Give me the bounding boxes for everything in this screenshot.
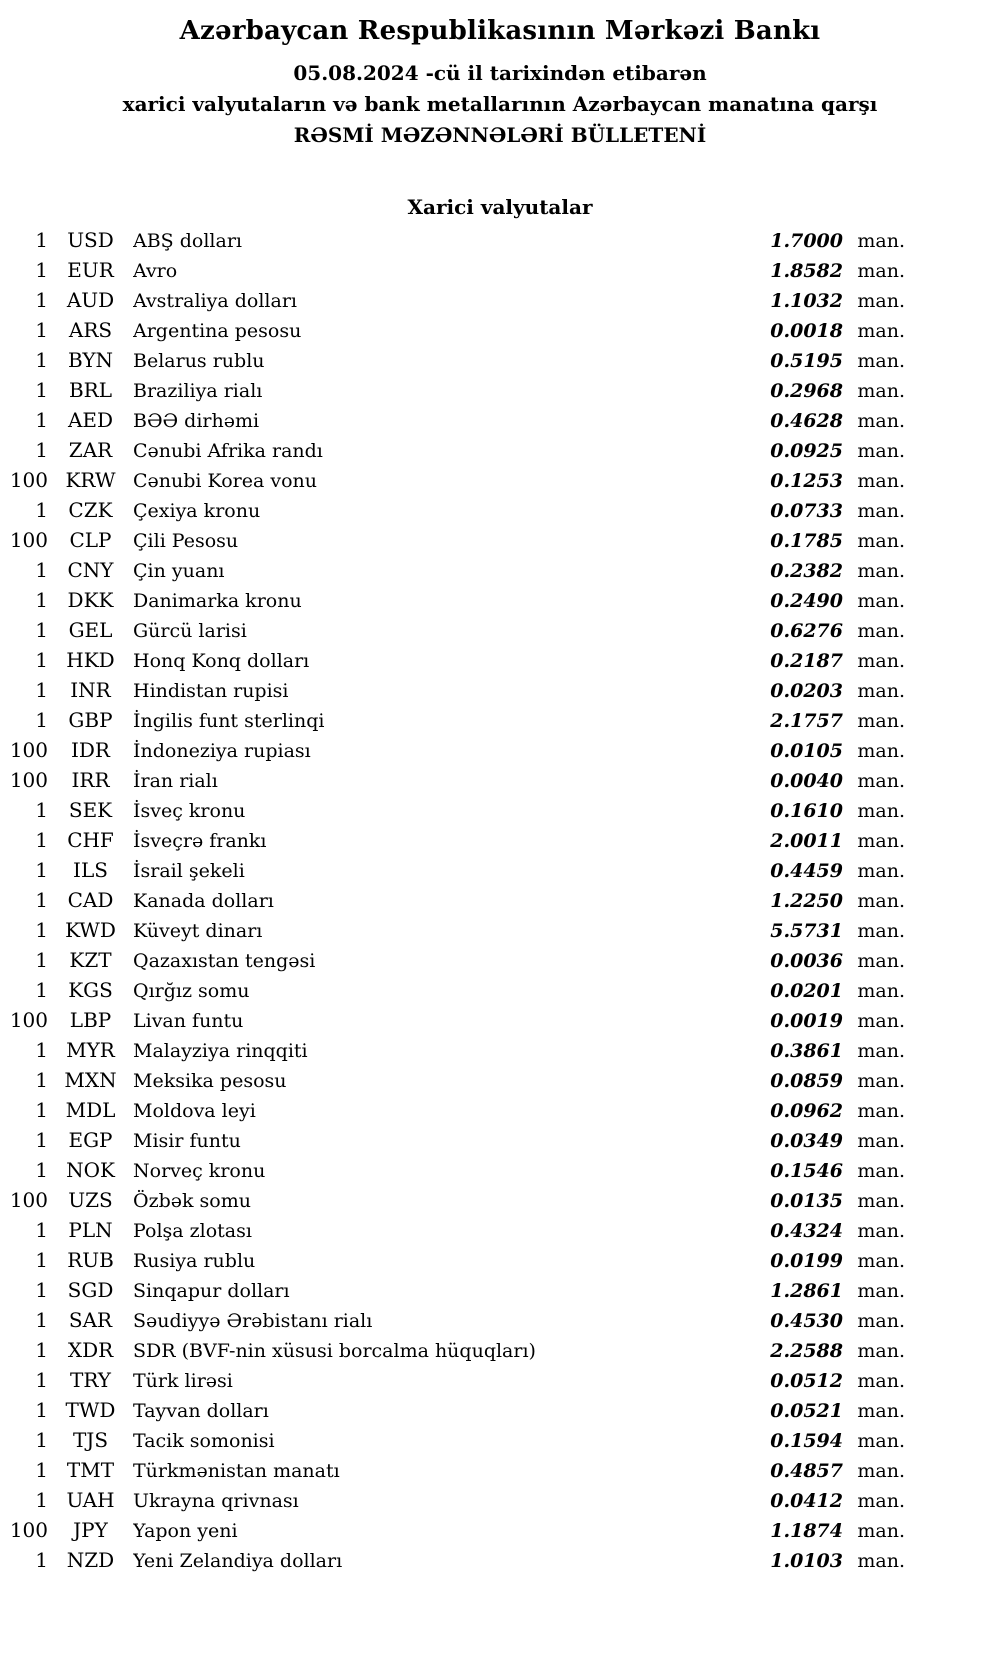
currency-rate: 0.0135: [770, 1190, 843, 1212]
currency-rate: 0.0925: [770, 440, 843, 462]
currency-name: Sinqapur dolları: [133, 1280, 290, 1302]
currency-name: Çexiya kronu: [133, 500, 261, 522]
currency-name: İndoneziya rupiası: [133, 740, 311, 762]
currency-rate: 1.8582: [770, 260, 843, 282]
currency-qty: 100: [9, 468, 48, 492]
currency-code: CAD: [67, 888, 114, 912]
currency-rate: 0.2490: [770, 590, 843, 612]
currency-rate: 0.2968: [770, 380, 843, 402]
currency-rate: 1.1874: [770, 1520, 843, 1542]
currency-name: İsveçrə frankı: [133, 830, 267, 852]
currency-name: Çin yuanı: [133, 560, 225, 582]
currency-qty: 1: [35, 618, 48, 642]
currency-rate: 1.0103: [770, 1550, 843, 1572]
currency-name: Yeni Zelandiya dolları: [133, 1550, 343, 1572]
currency-code: ARS: [68, 318, 113, 342]
currency-qty: 1: [35, 348, 48, 372]
currency-unit-label: man.: [857, 380, 905, 402]
currency-name: Cənubi Afrika randı: [133, 440, 323, 462]
currency-name: BƏƏ dirhəmi: [133, 410, 260, 432]
currency-name: Ukrayna qrivnası: [133, 1490, 299, 1512]
currency-name: Yapon yeni: [133, 1520, 238, 1542]
currency-unit-label: man.: [857, 830, 905, 852]
currency-qty: 1: [35, 1098, 48, 1122]
currency-unit-label: man.: [857, 1220, 905, 1242]
currency-name: İran rialı: [133, 770, 218, 792]
currency-code: CHF: [67, 828, 114, 852]
currency-row: [8, 1305, 905, 1335]
currency-code: CNY: [67, 558, 114, 582]
currency-rate: 0.1594: [770, 1430, 843, 1452]
currency-unit-label: man.: [857, 920, 905, 942]
currency-code: LBP: [69, 1008, 112, 1032]
currency-rate: 0.1253: [770, 470, 843, 492]
currency-qty: 1: [35, 708, 48, 732]
currency-unit-label: man.: [857, 890, 905, 912]
currency-code: USD: [67, 228, 114, 252]
currency-qty: 1: [35, 1488, 48, 1512]
currency-qty: 1: [35, 1128, 48, 1152]
currency-qty: 100: [9, 528, 48, 552]
currency-unit-label: man.: [857, 500, 905, 522]
currency-qty: 100: [9, 768, 48, 792]
currency-row: [8, 1485, 905, 1515]
currency-qty: 1: [35, 1278, 48, 1302]
currency-row: [8, 1215, 905, 1245]
currency-row: [8, 615, 905, 645]
currency-row: [8, 1455, 905, 1485]
bulletin-title: RƏSMİ MƏZƏNNƏLƏRİ BÜLLETENİ: [293, 123, 707, 147]
currency-qty: 1: [35, 378, 48, 402]
currency-name: Misir funtu: [133, 1130, 241, 1152]
currency-rate: 0.0412: [770, 1490, 843, 1512]
currency-row: [8, 465, 905, 495]
currency-row: [8, 285, 905, 315]
currency-rate: 0.1785: [770, 530, 843, 552]
currency-row: [8, 255, 905, 285]
currency-code: BYN: [67, 348, 114, 372]
currency-unit-label: man.: [857, 650, 905, 672]
currency-unit-label: man.: [857, 1100, 905, 1122]
currency-code: EUR: [67, 258, 114, 282]
currency-rate: 0.0019: [770, 1010, 843, 1032]
currency-row: [8, 705, 905, 735]
currency-unit-label: man.: [857, 1400, 905, 1422]
currency-rate: 0.0349: [770, 1130, 843, 1152]
currency-rate: 0.6276: [770, 620, 843, 642]
currency-name: Moldova leyi: [133, 1100, 256, 1122]
currency-qty: 1: [35, 1308, 48, 1332]
currency-qty: 1: [35, 288, 48, 312]
currency-name: Çili Pesosu: [133, 530, 239, 552]
currency-row: [8, 585, 905, 615]
currency-row: [8, 225, 905, 255]
currency-unit-label: man.: [857, 980, 905, 1002]
currency-row: [8, 1275, 905, 1305]
currency-row: [8, 945, 905, 975]
currency-unit-label: man.: [857, 1040, 905, 1062]
currency-unit-label: man.: [857, 350, 905, 372]
currency-unit-label: man.: [857, 1070, 905, 1092]
currency-rate: 0.5195: [770, 350, 843, 372]
currency-name: ABŞ dolları: [133, 230, 242, 252]
currency-row: [8, 1095, 905, 1125]
currency-code: NOK: [66, 1158, 115, 1182]
currency-rate: 2.2588: [770, 1340, 843, 1362]
currency-qty: 1: [35, 1218, 48, 1242]
currency-name: Braziliya rialı: [133, 380, 263, 402]
currency-name: Belarus rublu: [133, 350, 265, 372]
currency-rate: 0.4324: [770, 1220, 843, 1242]
currency-code: AED: [67, 408, 114, 432]
currency-code: SAR: [68, 1308, 113, 1332]
currency-qty: 1: [35, 558, 48, 582]
currency-rate: 0.4628: [770, 410, 843, 432]
currency-unit-label: man.: [857, 530, 905, 552]
currency-code: ZAR: [68, 438, 113, 462]
currency-qty: 1: [35, 1398, 48, 1422]
currency-name: İngilis funt sterlinqi: [133, 710, 325, 732]
effective-date-line: 05.08.2024 -cü il tarixindən etibarən: [293, 61, 707, 85]
currency-qty: 1: [35, 318, 48, 342]
currency-code: EGP: [68, 1128, 113, 1152]
currency-code: AUD: [66, 288, 115, 312]
currency-rate: 0.0512: [770, 1370, 843, 1392]
currency-qty: 1: [35, 1038, 48, 1062]
currency-code: TMT: [66, 1458, 115, 1482]
currency-qty: 1: [35, 888, 48, 912]
currency-row: [8, 1545, 905, 1575]
currency-unit-label: man.: [857, 800, 905, 822]
currency-name: SDR (BVF-nin xüsusi borcalma hüquqları): [133, 1340, 536, 1362]
currency-rate: 0.0201: [770, 980, 843, 1002]
currency-code: TJS: [72, 1428, 109, 1452]
currency-row: [8, 525, 905, 555]
currency-name: Malayziya rinqqiti: [133, 1040, 308, 1062]
currency-code: ILS: [73, 858, 108, 882]
currency-name: Gürcü larisi: [133, 620, 247, 642]
currency-name: Avstraliya dolları: [133, 290, 297, 312]
currency-table: [8, 225, 905, 1575]
currency-rate: 0.0036: [770, 950, 843, 972]
currency-rate: 0.0859: [770, 1070, 843, 1092]
currency-unit-label: man.: [857, 560, 905, 582]
currency-name: Türkmənistan manatı: [133, 1460, 340, 1482]
currency-row: [8, 735, 905, 765]
currency-row: [8, 1185, 905, 1215]
currency-code: TRY: [70, 1368, 111, 1392]
currency-name: Qazaxıstan tengəsi: [133, 950, 316, 972]
currency-code: KWD: [65, 918, 116, 942]
currency-row: [8, 885, 905, 915]
currency-unit-label: man.: [857, 290, 905, 312]
currency-row: [8, 1365, 905, 1395]
currency-qty: 1: [35, 858, 48, 882]
currency-code: CZK: [68, 498, 113, 522]
currency-unit-label: man.: [857, 950, 905, 972]
currency-name: Meksika pesosu: [133, 1070, 287, 1092]
currency-unit-label: man.: [857, 1310, 905, 1332]
currency-name: Küveyt dinarı: [133, 920, 263, 942]
currency-code: IDR: [71, 738, 110, 762]
currency-rate: 0.0199: [770, 1250, 843, 1272]
currency-qty: 100: [9, 738, 48, 762]
currency-unit-label: man.: [857, 1160, 905, 1182]
currency-rate: 0.0733: [770, 500, 843, 522]
currency-unit-label: man.: [857, 590, 905, 612]
currency-qty: 100: [9, 1188, 48, 1212]
currency-unit-label: man.: [857, 1460, 905, 1482]
currency-name: Argentina pesosu: [133, 320, 302, 342]
currency-qty: 1: [35, 678, 48, 702]
currency-qty: 1: [35, 258, 48, 282]
currency-unit-label: man.: [857, 1250, 905, 1272]
currency-rate: 1.2861: [770, 1280, 843, 1302]
currency-unit-label: man.: [857, 1190, 905, 1212]
currency-unit-label: man.: [857, 1370, 905, 1392]
currency-unit-label: man.: [857, 1520, 905, 1542]
currency-rate: 0.0521: [770, 1400, 843, 1422]
currency-qty: 1: [35, 1548, 48, 1572]
currency-code: UAH: [66, 1488, 115, 1512]
currency-unit-label: man.: [857, 410, 905, 432]
currency-rate: 2.1757: [770, 710, 843, 732]
currency-code: PLN: [68, 1218, 113, 1242]
currency-rate: 1.7000: [770, 230, 843, 252]
currency-unit-label: man.: [857, 1340, 905, 1362]
currency-unit-label: man.: [857, 680, 905, 702]
currency-row: [8, 1155, 905, 1185]
currency-code: JPY: [73, 1518, 108, 1542]
currency-qty: 1: [35, 648, 48, 672]
currency-rate: 5.5731: [770, 920, 843, 942]
currency-rate: 0.3861: [770, 1040, 843, 1062]
currency-code: BRL: [68, 378, 113, 402]
currency-rate: 0.4857: [770, 1460, 843, 1482]
currency-qty: 1: [35, 588, 48, 612]
currency-rate: 0.0203: [770, 680, 843, 702]
currency-row: [8, 915, 905, 945]
currency-rate: 2.0011: [770, 830, 843, 852]
currency-qty: 1: [35, 228, 48, 252]
currency-row: [8, 405, 905, 435]
currency-row: [8, 795, 905, 825]
currency-code: SEK: [68, 798, 113, 822]
currency-qty: 1: [35, 918, 48, 942]
currency-row: [8, 645, 905, 675]
currency-rate: 0.1546: [770, 1160, 843, 1182]
currency-unit-label: man.: [857, 1550, 905, 1572]
currency-qty: 100: [9, 1518, 48, 1542]
currency-name: Danimarka kronu: [133, 590, 302, 612]
currency-rate: 0.2187: [770, 650, 843, 672]
currency-name: Norveç kronu: [133, 1160, 266, 1182]
currency-name: Qırğız somu: [133, 980, 250, 1002]
currency-rate: 0.0962: [770, 1100, 843, 1122]
currency-qty: 1: [35, 948, 48, 972]
currency-name: Livan funtu: [133, 1010, 244, 1032]
currency-row: [8, 435, 905, 465]
currency-rate: 0.0018: [770, 320, 843, 342]
currency-qty: 1: [35, 1428, 48, 1452]
currency-unit-label: man.: [857, 1280, 905, 1302]
currency-rate: 1.2250: [770, 890, 843, 912]
currency-code: INR: [70, 678, 111, 702]
currency-rate: 0.2382: [770, 560, 843, 582]
currency-code: MXN: [64, 1068, 117, 1092]
currency-unit-label: man.: [857, 1490, 905, 1512]
section-title-foreign-currencies: Xarici valyutalar: [407, 195, 593, 219]
currency-code: NZD: [66, 1548, 115, 1572]
currency-row: [8, 315, 905, 345]
currency-row: [8, 855, 905, 885]
currency-code: CLP: [69, 528, 112, 552]
currency-qty: 1: [35, 1368, 48, 1392]
currency-unit-label: man.: [857, 1430, 905, 1452]
currency-name: Cənubi Korea vonu: [133, 470, 317, 492]
currency-code: MYR: [66, 1038, 115, 1062]
currency-row: [8, 345, 905, 375]
currency-code: XDR: [67, 1338, 114, 1362]
currency-name: Tayvan dolları: [133, 1400, 269, 1422]
currency-code: RUB: [67, 1248, 114, 1272]
currency-name: Tacik somonisi: [133, 1430, 275, 1452]
currency-unit-label: man.: [857, 770, 905, 792]
currency-qty: 100: [9, 1008, 48, 1032]
currency-name: Rusiya rublu: [133, 1250, 256, 1272]
currency-name: Özbək somu: [133, 1190, 251, 1212]
currency-row: [8, 1245, 905, 1275]
currency-code: IRR: [71, 768, 110, 792]
currency-qty: 1: [35, 1068, 48, 1092]
currency-row: [8, 1065, 905, 1095]
currency-qty: 1: [35, 798, 48, 822]
currency-unit-label: man.: [857, 710, 905, 732]
currency-qty: 1: [35, 1338, 48, 1362]
currency-name: Polşa zlotası: [133, 1220, 252, 1242]
currency-unit-label: man.: [857, 860, 905, 882]
currency-code: KGS: [68, 978, 113, 1002]
currency-name: Hindistan rupisi: [133, 680, 289, 702]
currency-row: [8, 1005, 905, 1035]
currency-code: UZS: [68, 1188, 113, 1212]
currency-code: GBP: [68, 708, 113, 732]
currency-row: [8, 1515, 905, 1545]
currency-row: [8, 495, 905, 525]
currency-name: İsrail şekeli: [133, 860, 245, 882]
currency-row: [8, 825, 905, 855]
currency-code: SGD: [67, 1278, 114, 1302]
currency-code: KZT: [69, 948, 112, 972]
currency-code: DKK: [67, 588, 114, 612]
currency-unit-label: man.: [857, 230, 905, 252]
currency-unit-label: man.: [857, 440, 905, 462]
currency-name: Səudiyyə Ərəbistanı rialı: [133, 1310, 373, 1332]
currency-row: [8, 1035, 905, 1065]
currency-code: TWD: [65, 1398, 116, 1422]
currency-rate: 0.0105: [770, 740, 843, 762]
currency-qty: 1: [35, 1248, 48, 1272]
currency-code: GEL: [68, 618, 113, 642]
currency-row: [8, 975, 905, 1005]
currency-unit-label: man.: [857, 260, 905, 282]
currency-name: Honq Konq dolları: [133, 650, 310, 672]
currency-unit-label: man.: [857, 740, 905, 762]
currency-unit-label: man.: [857, 620, 905, 642]
currency-rate: 0.0040: [770, 770, 843, 792]
currency-row: [8, 1335, 905, 1365]
currency-row: [8, 1395, 905, 1425]
currency-row: [8, 555, 905, 585]
currency-row: [8, 375, 905, 405]
currency-row: [8, 675, 905, 705]
currency-qty: 1: [35, 828, 48, 852]
currency-rate: 0.1610: [770, 800, 843, 822]
currency-unit-label: man.: [857, 320, 905, 342]
currency-row: [8, 765, 905, 795]
currency-code: MDL: [65, 1098, 116, 1122]
currency-qty: 1: [35, 408, 48, 432]
currency-qty: 1: [35, 498, 48, 522]
currency-row: [8, 1125, 905, 1155]
currency-unit-label: man.: [857, 470, 905, 492]
currency-code: KRW: [65, 468, 116, 492]
currency-row: [8, 1425, 905, 1455]
currency-qty: 1: [35, 1158, 48, 1182]
currency-qty: 1: [35, 1458, 48, 1482]
currency-qty: 1: [35, 438, 48, 462]
currency-rate: 0.4530: [770, 1310, 843, 1332]
subtitle-line: xarici valyutaların və bank metallarının Azərbaycan manatına qarşı: [122, 92, 878, 116]
currency-unit-label: man.: [857, 1130, 905, 1152]
currency-code: HKD: [66, 648, 115, 672]
currency-rate: 1.1032: [770, 290, 843, 312]
currency-rate: 0.4459: [770, 860, 843, 882]
currency-unit-label: man.: [857, 1010, 905, 1032]
currency-name: Avro: [133, 260, 178, 282]
bank-title: Azərbaycan Respublikasının Mərkəzi Bankı: [179, 16, 821, 46]
currency-name: Kanada dolları: [133, 890, 274, 912]
currency-qty: 1: [35, 978, 48, 1002]
currency-name: Türk lirəsi: [133, 1370, 233, 1392]
currency-name: İsveç kronu: [133, 800, 246, 822]
